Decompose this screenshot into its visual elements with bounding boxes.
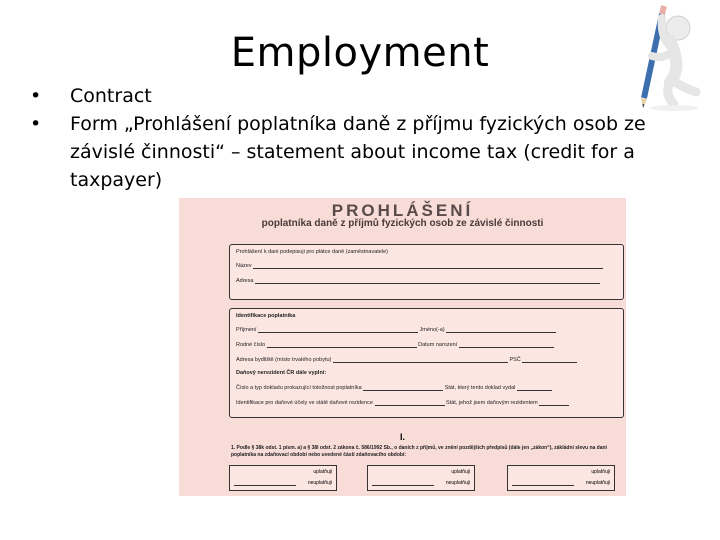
field-label: Příjmení: [236, 327, 257, 333]
option-label: neuplatňuji: [445, 480, 470, 486]
field-label: Adresa bydliště (místo trvalého pobytu): [236, 357, 332, 363]
option-label: uplatňuji: [451, 469, 470, 475]
form-section-taxpayer: [229, 308, 624, 418]
section-title: Identifikace poplatníka: [236, 313, 296, 319]
field-label: Jméno(-a): [419, 327, 445, 333]
form-heading: PROHLÁŠENÍ: [331, 201, 474, 220]
form-note: 1. Podle § 38k odst. 1 písm. a) a § 38l odst. 2 zákona č. 586/1992 Sb., o daních z příjmů, ve znění pozdějších předpisů (dále jen „zákon“), zákládní slevu na dani poplatníka na zdaňovací období nebo uvedené části zdaňovacího období:: [231, 445, 607, 458]
option-label: uplatňuji: [313, 469, 332, 475]
form-section-employer: [229, 244, 624, 300]
section-title: Prohlášení k dani podepisuji pro plátce daně (zaměstnavatele): [236, 249, 388, 255]
field-label: Rodné číslo: [236, 342, 266, 348]
bullet-item: • Contract: [30, 82, 670, 110]
option-box: [229, 465, 337, 491]
field-label: Datum narození: [418, 342, 458, 348]
field-label: Číslo a typ dokladu prokazující totožnost poplatníka: [236, 385, 362, 391]
option-box: [507, 465, 615, 491]
tax-form-image: [179, 198, 626, 496]
field-label: Identifikace pro daňové účely ve státě daňové rezidence: [236, 400, 373, 406]
stick-figure-with-pencil-illustration: [604, 0, 716, 112]
bullet-item: • Form „Prohlášení poplatníka daně z příjmu fyzických osob ze závislé činnosti“ – statement about income tax (credit for a taxpayer): [30, 110, 670, 194]
option-label: neuplatňuji: [307, 480, 332, 486]
field-line: [253, 268, 603, 269]
field-label: Daňový nerezident ČR dále vyplní:: [236, 370, 327, 376]
option-label: uplatňuji: [591, 469, 610, 475]
field-label: Stát, jehož jsem daňovým rezidentem: [446, 400, 538, 406]
field-label: PSČ: [509, 357, 521, 363]
form-subheading: poplatníka daně z příjmů fyzických osob ze závislé činnosti: [261, 218, 544, 229]
slide-title: Employment: [230, 30, 490, 76]
field-label: Adresa: [236, 278, 254, 284]
field-label: Název: [236, 263, 252, 269]
option-label: neuplatňuji: [585, 480, 610, 486]
option-box: [367, 465, 475, 491]
bullet-list: [30, 82, 670, 194]
field-label: Stát, který tento doklad vydal: [444, 385, 516, 391]
field-line: [255, 283, 600, 284]
section-mark: I.: [399, 432, 405, 442]
